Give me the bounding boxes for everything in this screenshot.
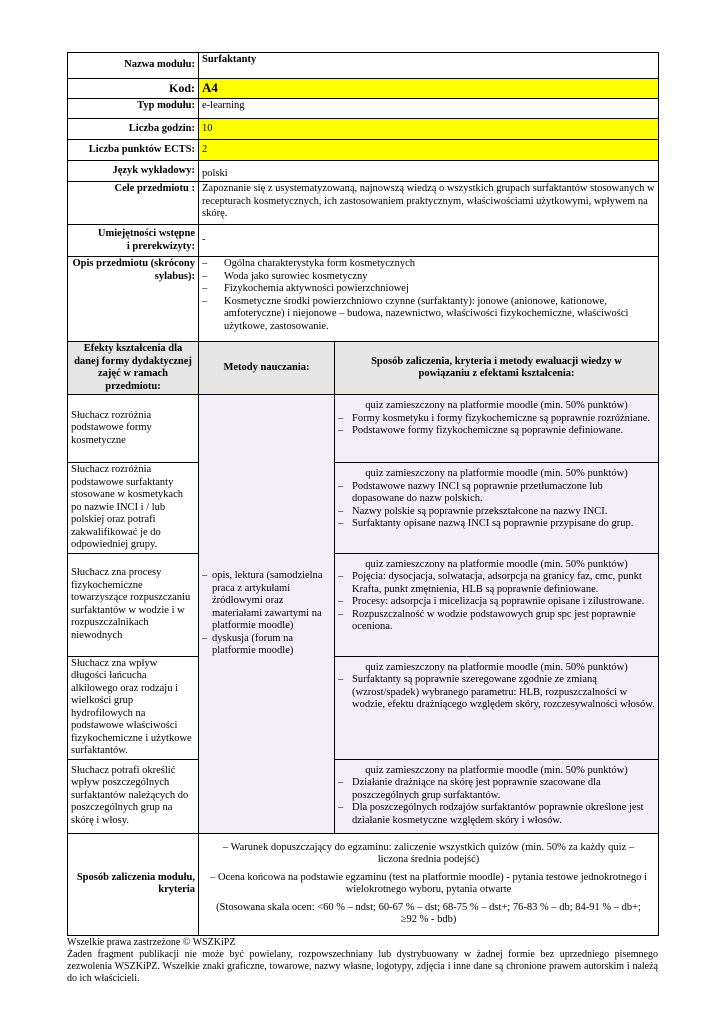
- syllabus-list: [202, 258, 655, 333]
- completion-label-line1: Sposób zaliczenia modułu,: [76, 871, 195, 883]
- language-value: polski: [199, 161, 659, 182]
- outcome-text: Słuchacz potrafi określić wpływ poszczególnych surfaktantów należących do poszczególnych grup na skórę i włosy.: [68, 759, 199, 833]
- outcome-text: Słuchacz rozróżnia podstawowe formy kosmetyczne: [68, 395, 199, 463]
- criteria-item: – Formy kosmetyku i formy fizykochemiczne są poprawnie rozróżniane.: [338, 413, 655, 426]
- assessment-cell: [335, 656, 659, 759]
- outcome-text: Słuchacz zna wpływ długości łańcucha alkilowego oraz rodzaju i wielkości grup hydrofilowych na podstawowe właściwości fizykochemiczne i użytkowe surfaktantów.: [68, 656, 199, 759]
- syllabus-label-line2: sylabus):: [154, 270, 195, 282]
- row-module-type: [68, 99, 659, 119]
- ects-label: Liczba punktów ECTS:: [68, 140, 199, 161]
- hours-label: Liczba godzin:: [68, 119, 199, 140]
- methods-list: [202, 570, 331, 658]
- row-module-name: [68, 53, 659, 79]
- syllabus-item: – Woda jako surowiec kosmetyczny: [202, 271, 655, 284]
- criteria-list: [338, 571, 655, 634]
- completion-item: – Warunek dopuszczający do egzaminu: zaliczenie wszystkich quizów (min. 50% za każdy quiz – liczona średnia podejść): [222, 841, 635, 865]
- quiz-text: quiz zamieszczony na platformie moodle (min. 50% punktów): [365, 558, 628, 570]
- language-label: Język wykładowy:: [68, 161, 199, 182]
- header-assessment: Sposób zaliczenia, kryteria i metody ewaluacji wiedzy w powiązaniu z efektami kształcenia:: [335, 342, 659, 395]
- hours-value: 10: [199, 119, 659, 140]
- outcome-text: Słuchacz zna procesy fizykochemiczne towarzyszące rozpuszczaniu surfaktantów w wodzie i w rozpuszczalnikach niewodnych: [68, 553, 199, 656]
- row-syllabus: [68, 257, 659, 342]
- ects-value: 2: [199, 140, 659, 161]
- grading-scale: (Stosowana skala ocen: <60 % – ndst; 60-67 % – dst; 68-75 % – dst+; 76-83 % – db; 84-91 % – db+; ≥92 % - bdb): [216, 901, 641, 925]
- row-hours: [68, 119, 659, 140]
- criteria-list: [338, 674, 655, 712]
- criteria-list: [338, 777, 655, 827]
- syllabus-item: – Kosmetyczne środki powierzchniowo czynne (surfaktanty): jonowe (anionowe, kationowe, amfoteryczne) i niejonowe – budowa, nazewnictwo, właściwości fizykochemiczne, właściwości użytkowe, zastosowanie.: [202, 296, 655, 334]
- outcome-row: [68, 463, 659, 554]
- syllabus-item: – Ogólna charakterystyka form kosmetycznych: [202, 258, 655, 271]
- code-label: Kod:: [68, 79, 199, 99]
- row-code: [68, 79, 659, 99]
- code-value: A4: [199, 79, 659, 99]
- syllabus-value: [199, 257, 659, 342]
- quiz-text: quiz zamieszczony na platformie moodle (min. 50% punktów): [365, 400, 628, 411]
- outcome-row: [68, 553, 659, 656]
- syllabus-label: [68, 257, 199, 342]
- completion-value: [199, 833, 659, 935]
- row-language: [68, 161, 659, 182]
- module-type-value: e-learning: [199, 99, 659, 119]
- completion-label: [68, 833, 199, 935]
- row-prerequisites: [68, 225, 659, 257]
- criteria-list: [338, 413, 655, 438]
- prereq-value: -: [199, 225, 659, 257]
- criteria-item: – Działanie drażniące na skórę jest poprawnie szacowane dla poszczególnych grup surfaktantów.: [338, 777, 655, 802]
- assessment-cell: [335, 395, 659, 463]
- quiz-text: quiz zamieszczony na platformie moodle (min. 50% punktów): [365, 661, 628, 673]
- completion-item: – Ocena końcowa na podstawie egzaminu (test na platformie moodle) - pytania testowe jednokrotnego i wielokrotnego wyboru, pytania otwarte: [210, 871, 647, 895]
- goals-value: Zapoznanie się z usystematyzowaną, najnowszą wiedzą o wszystkich grupach surfaktantów stosowanych w recepturach kosmetycznych, ich zastosowaniem praktycznym, właściwościami użytkowymi, wpływem na skórę.: [199, 182, 659, 225]
- footer: [67, 937, 658, 985]
- row-goals: [68, 182, 659, 225]
- completion-item-text: Ocena końcowa na podstawie egzaminu (test na platformie moodle) - pytania testowe jednokrotnego i wielokrotnego wyboru, pytania otwarte: [217, 871, 647, 895]
- syllabus-item: – Fizykochemia aktywności powierzchniowej: [202, 283, 655, 296]
- outcome-row: [68, 656, 659, 759]
- prereq-label-line2: i prerekwizyty:: [126, 240, 195, 252]
- completion-item-text: Warunek dopuszczający do egzaminu: zaliczenie wszystkich quizów (min. 50% za każdy quiz – liczona średnia podejść): [230, 841, 635, 865]
- syllabus-label-line1: Opis przedmiotu (skrócony: [72, 258, 195, 269]
- row-completion: [68, 833, 659, 935]
- method-item: – opis, lektura (samodzielna praca z artykułami źródłowymi oraz materiałami zawartymi na platformie moodle): [202, 570, 331, 633]
- methods-cell: [199, 395, 335, 834]
- completion-label-line2: kryteria: [158, 884, 195, 895]
- criteria-item: – Podstawowe nazwy INCI są poprawnie przetłumaczone lub dopasowane do nazw polskich.: [338, 481, 655, 506]
- row-table-headers: [68, 342, 659, 395]
- header-outcomes: Efekty kształcenia dla danej formy dydaktycznej zajęć w ramach przedmiotu:: [68, 342, 199, 395]
- module-type-label: Typ modułu:: [68, 99, 199, 119]
- criteria-item: – Dla poszczególnych rodzajów surfaktantów poprawnie określone jest działanie kosmetyczne względem skóry i włosów.: [338, 802, 655, 827]
- outcome-row: [68, 759, 659, 833]
- criteria-item: – Nazwy polskie są poprawnie przekształcone na nazwy INCI.: [338, 506, 655, 519]
- method-item: – dyskusja (forum na platformie moodle): [202, 633, 331, 658]
- assessment-cell: [335, 463, 659, 554]
- outcome-text: Słuchacz rozróżnia podstawowe surfaktanty stosowane w kosmetykach po nazwie INCI i / lub polskiej oraz potrafi zakwalifikować je do odpowiedniej grupy.: [68, 463, 199, 554]
- quiz-text: quiz zamieszczony na platformie moodle (min. 50% punktów): [365, 764, 628, 776]
- prereq-label-line1: Umiejętności wstępne: [97, 228, 195, 239]
- criteria-item: – Podstawowe formy fizykochemiczne są poprawnie definiowane.: [338, 425, 655, 438]
- row-ects: [68, 140, 659, 161]
- quiz-text: quiz zamieszczony na platformie moodle (min. 50% punktów): [365, 468, 628, 479]
- criteria-item: – Rozpuszczalność w wodzie podstawowych grup spc jest poprawnie oceniona.: [338, 609, 655, 634]
- outcome-row: [68, 395, 659, 463]
- criteria-item: – Surfaktanty opisane nazwą INCI są poprawnie przypisane do grup.: [338, 518, 655, 531]
- criteria-item: – Surfaktanty są poprawnie szeregowane zgodnie ze zmianą (wzrost/spadek) wybranego parametru: HLB, rozpuszczalności w wodzie, efektu drażniącego względem skóry, rozczesywalności włosów.: [338, 674, 655, 712]
- assessment-cell: [335, 759, 659, 833]
- criteria-item: – Procesy: adsorpcja i micelizacja są poprawnie opisane i zilustrowane.: [338, 596, 655, 609]
- header-methods: Metody nauczania:: [199, 342, 335, 395]
- criteria-item: – Pojęcia: dysocjacja, solwatacja, adsorpcja na granicy faz, cmc, punkt Krafta, punkt zmętnienia, HLB są poprawnie definiowane.: [338, 571, 655, 596]
- assessment-cell: [335, 553, 659, 656]
- goals-label: Cele przedmiotu :: [68, 182, 199, 225]
- module-table: [67, 52, 659, 936]
- prereq-label: [68, 225, 199, 257]
- footer-notice: Żaden fragment publikacji nie może być powielany, rozpowszechniany lub dystrybuowany w żadnej formie bez uprzedniego pisemnego zezwolenia WSZKiPZ. Wszelkie znaki graficzne, towarowe, nazwy własne, logotypy, zdjęcia i inne dane są chronione prawem autorskim i należą do ich właścicieli.: [67, 949, 658, 984]
- criteria-list: [338, 481, 655, 531]
- module-name-value: Surfaktanty: [199, 53, 659, 79]
- footer-copyright: Wszelkie prawa zastrzeżone © WSZKiPZ: [67, 937, 236, 948]
- module-name-label: Nazwa modułu:: [68, 53, 199, 79]
